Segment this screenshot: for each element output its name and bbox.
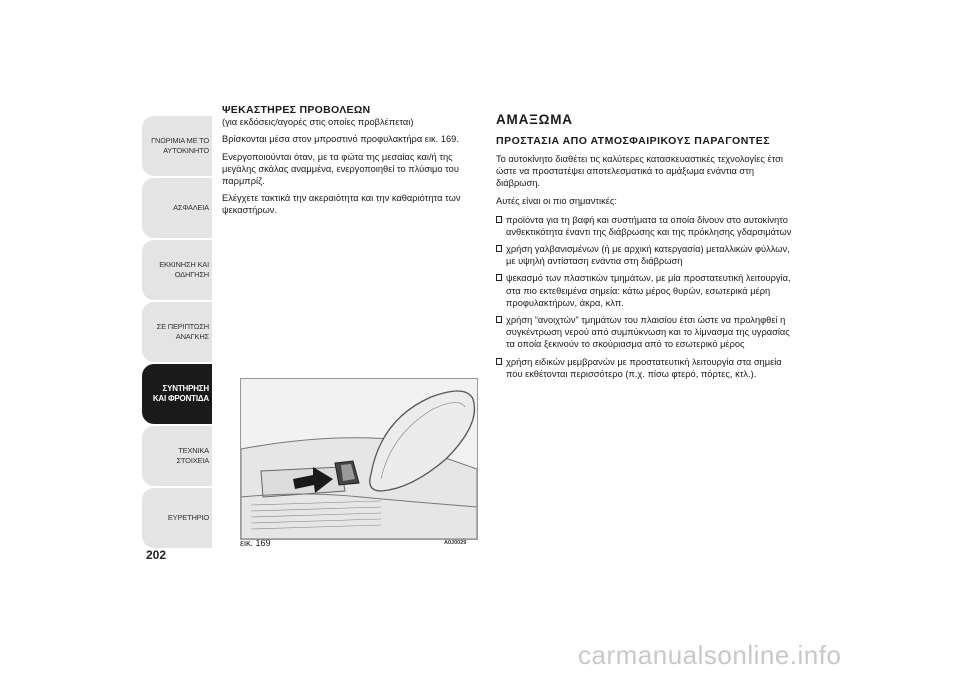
figure-caption: εικ. 169 — [240, 538, 271, 548]
tab-safety[interactable] — [142, 178, 212, 238]
tab-label: ΣΥΝΤΗΡΗΣΗ ΚΑΙ ΦΡΟΝΤΙΔΑ — [152, 384, 209, 403]
tab-starting-driving[interactable] — [142, 240, 212, 300]
checkbox-bullet-icon — [496, 274, 502, 281]
tab-index[interactable] — [142, 488, 212, 548]
checkbox-bullet-icon — [496, 216, 502, 223]
bumper-headlamp-washer-illustration — [241, 379, 477, 539]
figure-code: A0J0029 — [444, 540, 467, 546]
lead-paragraph: Αυτές είναι οι πιο σημαντικές: — [496, 196, 617, 207]
tab-emergency[interactable] — [142, 302, 212, 362]
page-number: 202 — [146, 548, 167, 562]
section-heading: ΠΡΟΣΤΑΣΙΑ ΑΠΟ ΑΤΜΟΣΦΑΙΡΙΚΟΥΣ ΠΑΡΑΓΟΝΤΕΣ — [496, 135, 771, 148]
list-item-text: προϊόντα για τη βαφή και συστήματα τα οποία δίνουν στο αυτοκίνητο ανθεκτικότητα έναντι της διάβρωσης και της πρόκλησης γδαρσιμάτων — [506, 214, 792, 237]
section-heading: ΨΕΚΑΣΤΗΡΕΣ ΠΡΟΒΟΛΕΩΝ — [222, 104, 371, 116]
figure-169-illustration — [240, 378, 478, 540]
headlamp-washers-section — [222, 104, 484, 222]
tab-label: ΑΣΦΑΛΕΙΑ — [173, 203, 209, 212]
tab-label: ΣΕ ΠΕΡΙΠΤΩΣΗ ΑΝΑΓΚΗΣ — [156, 322, 209, 341]
tab-getting-to-know[interactable] — [142, 116, 212, 176]
checkbox-bullet-icon — [496, 358, 502, 365]
list-item — [496, 314, 796, 351]
tab-label: ΕΚΚΙΝΗΣΗ ΚΑΙ ΟΔΗΓΗΣΗ — [159, 260, 209, 279]
list-item — [496, 356, 796, 380]
section-subheading: (για εκδόσεις/αγορές στις οποίες προβλέπεται) — [222, 117, 414, 128]
checkbox-bullet-icon — [496, 245, 502, 252]
tab-technical-data[interactable] — [142, 426, 212, 486]
tab-label: ΕΥΡΕΤΗΡΙΟ — [167, 513, 209, 522]
checkbox-bullet-icon — [496, 316, 502, 323]
list-item-text: χρήση ειδικών μεμβρανών με προστατευτική λειτουργία στα σημεία που εκθέτονται περισσότερο (π.χ. πίσω φτερό, πόρτες, κτλ.). — [506, 356, 782, 379]
list-item — [496, 272, 796, 309]
bullet-list — [496, 214, 796, 380]
paragraph: Βρίσκονται μέσα στον μπροστινό προφυλακτήρα εικ. 169. — [222, 134, 459, 145]
watermark: carmanualsonline.info — [578, 640, 842, 670]
list-item-text: χρήση γαλβανισμένων (ή με αρχική κατεργασία) μεταλλικών φύλλων, με υψηλή αντίσταση ενάντια στη διάβρωση — [506, 243, 790, 267]
tab-label: ΤΕΧΝΙΚΑ ΣΤΟΙΧΕΙΑ — [176, 446, 209, 465]
paragraph: Ελέγχετε τακτικά την ακεραιότητα και την καθαριότητα των ψεκαστήρων. — [222, 193, 461, 216]
intro-paragraph: Το αυτοκίνητο διαθέτει τις καλύτερες κατασκευαστικές τεχνολογίες έτσι ώστε να προστατέψει αποτελεσματικά το αμάξωμα ενάντια στη διάβρωση. — [496, 153, 783, 189]
paragraph: Ενεργοποιούνται όταν, με τα φώτα της μεσαίας και/ή της μεγάλης σκάλας αναμμένα, ενεργοποιηθεί το πλύσιμο του παρμπρίζ. — [222, 151, 459, 187]
list-item — [496, 214, 796, 238]
bodywork-section — [496, 114, 796, 385]
list-item — [496, 243, 796, 267]
list-item-text: ψεκασμό των πλαστικών τμημάτων, με μία προστατευτική λειτουργία, στα πιο εκτεθειμένα σημεία: κάτω μέρος θυρών, εσωτερικά μέρη προφυλακτήρων, άκρα, κλπ. — [506, 273, 791, 308]
tab-label: ΓΝΩΡΙΜΙΑ ΜΕ ΤΟ ΑΥΤΟΚΙΝΗΤΟ — [151, 136, 209, 155]
tab-maintenance-care[interactable] — [142, 364, 212, 424]
list-item-text: χρήση “ανοιχτών” τμημάτων του πλαισίου έτσι ώστε να προληφθεί η συγκέντρωση νερού από συμπύκνωση και το λίμνασμα της υγρασίας τα οποία ξεκινούν το σκούριασμα από το εσωτερικό μέρος — [506, 314, 790, 350]
chapter-title: ΑΜΑΞΩΜΑ — [496, 112, 573, 127]
